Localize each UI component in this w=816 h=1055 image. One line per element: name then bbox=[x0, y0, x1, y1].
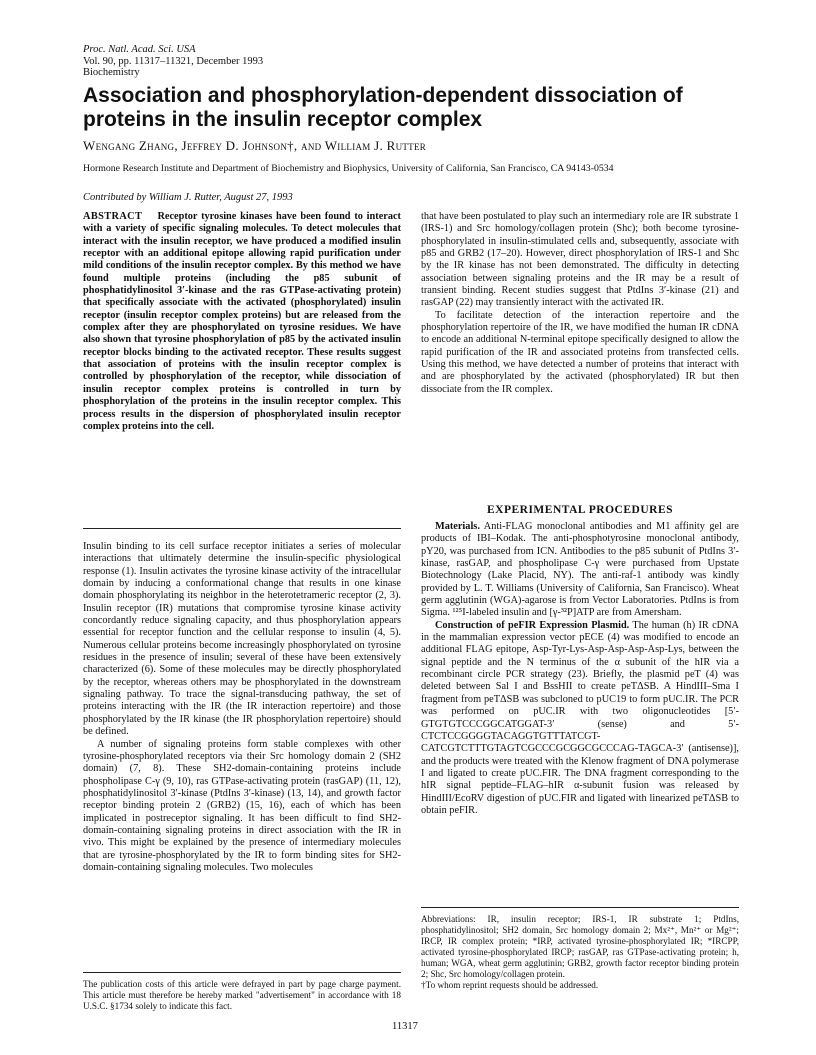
contributed-by: Contributed by William J. Rutter, August 27, 1993 bbox=[83, 192, 293, 203]
journal-name: Proc. Natl. Acad. Sci. USA bbox=[83, 44, 196, 55]
footnote-divider-right bbox=[421, 907, 739, 908]
intro-paragraph-1: Insulin binding to its cell surface receptor initiates a series of molecular interactions that ultimately determine the insulin-specific physiological response (1). Insulin activates the tyrosine kinase activity of the intracellular domain by inducing a conformational change that results in one kinase domain phosphorylating its neighbor in the heterotetrameric receptor (2, 3). Insulin receptor (IR) mutations that compromise tyrosine kinase activity concordantly reduce signaling capacity, and thus phosphorylation appears essential for receptor function and the cellular response to insulin (4, 5). Numerous cellular proteins become increasingly phosphorylated on tyrosine residues in the presence of insulin; several of these have been extensively characterized (6). Some of these molecules may be directly phosphorylated by the receptor, whereas others may be phosphorylated in the downstream signaling pathway. To trace the signal-transducing pathway, the set of proteins interacting with the IR (the IR interaction repertoire) and those phosphorylated by the IR kinase (the IR phosphorylation repertoire) should be defined. bbox=[83, 541, 401, 738]
journal-volume: Vol. 90, pp. 11317–11321, December 1993 bbox=[83, 55, 264, 67]
section-heading: EXPERIMENTAL PROCEDURES bbox=[486, 504, 674, 516]
methods-body bbox=[421, 521, 739, 817]
intro-right bbox=[421, 211, 739, 396]
page-number: 11317 bbox=[392, 1021, 418, 1032]
paper-title: Association and phosphorylation-dependent dissociation of proteins in the insulin receptor complex bbox=[83, 84, 683, 131]
affiliation: Hormone Research Institute and Department of Biochemistry and Biophysics, University of California, San Francisco, CA 94143-0534 bbox=[83, 163, 614, 174]
intro-paragraph-4: To facilitate detection of the interaction repertoire and the phosphorylation repertoire of the IR, we have modified the human IR cDNA to encode an additional N-terminal epitope specifically designed to allow the rapid purification of the IR and associated proteins from transfected cells. Using this method, we have detected a number of proteins that interact with and are phosphorylated by the activated (phosphorylated) IR but then dissociate from the IR complex. bbox=[421, 309, 739, 395]
intro-paragraph-2: A number of signaling proteins form stable complexes with other tyrosine-phosphorylated receptors via their Src homology domain 2 (SH2 domain) (7, 8). These SH2-domain-containing proteins include phospholipase C-γ (9, 10), ras GTPase-activating protein (rasGAP) (11, 12), phosphatidylinositol 3′-kinase (PtdIns 3′-kinase) (13, 14), and growth factor receptor binding protein 2 (GRB2) (15, 16), each of which has been implicated in postreceptor signaling. It has been difficult to find SH2-domain-containing signaling proteins in direct association with the IR in vivo. This might be explained by the presence of intermediary molecules that are tyrosine-phosphorylated by the IR to form binding sites for SH2-domain-containing signaling molecules. Two molecules bbox=[83, 738, 401, 873]
construction-text: The human (h) IR cDNA in the mammalian expression vector pECE (4) was modified to encode an additional FLAG epitope, Asp-Tyr-Lys-Asp-Asp-Asp-Asp-Lys, between the signal peptide and the N terminus of the α subunit of the hIR via a recombinant circle PCR strategy (23). Briefly, the plasmid peT (4) was deleted between Sal I and BssHII to create peTΔSB. A HindIII–Sma I fragment from peTΔSB was subcloned to pUC19 to form pUC.IR. The PCR was performed on pUC.IR with two oligonucleotides [5′-GTGTGTCCCGGCATGGAT-3′ (sense) and 5′-CTCTCCGGGGTACAGGTGTTTATCGT-CATCGTCTTTGTAGTCGCCCGCGGCGCCCAG-TAGCA-3′ (antisense)], and the products were treated with the Klenow fragment of DNA polymerase I and ligated to create pUC.FIR. The DNA fragment corresponding to the hIR signal peptide–FLAG–hIR α-subunit fusion was released by HindIII/EcoRV digestion of pUC.FIR and ligated with linearized peTΔSB to obtain peFIR. bbox=[421, 619, 739, 816]
footnote-divider-left bbox=[83, 972, 401, 973]
journal-section: Biochemistry bbox=[83, 67, 140, 78]
intro-left bbox=[83, 541, 401, 874]
construction-heading: Construction of peFIR Expression Plasmid. bbox=[435, 619, 630, 631]
journal-header bbox=[83, 44, 263, 79]
intro-paragraph-3: that have been postulated to play such an intermediary role are IR substrate 1 (IRS-1) and Src homology/collagen protein (Shc); both become tyrosine-phosphorylated in insulin-stimulated cells and, subsequently, associate with p85 and GRB2 (17–20). However, direct phosphorylation of IRS-1 and Shc by the IR kinase has not been demonstrated. The difficulty in detecting association between signaling proteins and the IR may be a result of transient binding. Recent studies suggest that PtdIns 3′-kinase (21) and rasGAP (22) may transiently interact with the activated IR. bbox=[421, 211, 739, 309]
abstract-divider bbox=[83, 528, 401, 529]
materials-text: Anti-FLAG monoclonal antibodies and M1 affinity gel are products of IBI–Kodak. The anti-phosphotyrosine monoclonal antibody, pY20, was purchased from ICN. Antibodies to the p85 subunit of PtdIns 3′-kinase, rasGAP, and phospholipase C-γ were purchased from Upstate Biotechnology (Lake Placid, NY). The anti-raf-1 antibody was kindly provided by L. T. Williams (University of California, San Francisco). Wheat germ agglutinin (WGA)-agarose is from Vector Laboratories. PtdIns is from Sigma. ¹²⁵I-labeled insulin and [γ-³²P]ATP are from Amersham. bbox=[421, 521, 739, 619]
abstract-label: ABSTRACT bbox=[83, 211, 143, 222]
materials-heading: Materials. bbox=[435, 521, 480, 532]
reprint-note: †To whom reprint requests should be addressed. bbox=[421, 980, 599, 990]
abbreviations-text: Abbreviations: IR, insulin receptor; IRS-1, IR substrate 1; PtdIns, phosphatidylinositol; SH2 domain, Src homology domain 2; Mx²⁺, Mn²⁺ or Mg²⁺; IRCP, IR complex protein; *IRP, activated tyrosine-phosphorylated IR; *IRCPP, activated tyrosine-phosphorylated IRCP; rasGAP, ras GTPase-activating protein; h, human; WGA, wheat germ agglutinin; GRB2, growth factor receptor binding protein 2; Shc, Src homology/collagen protein. bbox=[421, 914, 739, 979]
abstract bbox=[83, 211, 401, 433]
publication-cost-note: The publication costs of this article were defrayed in part by page charge payment. This article must therefore be hereby marked "advertisement" in accordance with 18 U.S.C. §1734 solely to indicate this fact. bbox=[83, 979, 401, 1011]
author-list: Wengang Zhang, Jeffrey D. Johnson†, and William J. Rutter bbox=[83, 138, 427, 153]
abstract-text: Receptor tyrosine kinases have been found to interact with a variety of specific signaling molecules. To detect molecules that interact with the insulin receptor, we have produced a modified insulin receptor with an additional epitope allowing rapid purification under mild conditions of the insulin receptor complex. By this method we have found multiple proteins (including the p85 subunit of phosphatidylinositol 3′-kinase and the ras GTPase-activating protein) that specifically associate with the activated (phosphorylated) insulin receptor (insulin receptor complex proteins) but are released from the complex after they are phosphorylated on tyrosine residues. We have also shown that tyrosine phosphorylation of p85 by the activated insulin receptor blocks binding to the activated receptor. These results suggest that association of proteins with the insulin receptor complex is controlled by phosphorylation of the receptor, while dissociation of insulin receptor complex proteins is controlled in turn by phosphorylation of the proteins in the insulin receptor complex. This process results in the dispersion of phosphorylated insulin receptor complex proteins into the cell. bbox=[83, 211, 401, 432]
abbreviations bbox=[421, 914, 739, 991]
